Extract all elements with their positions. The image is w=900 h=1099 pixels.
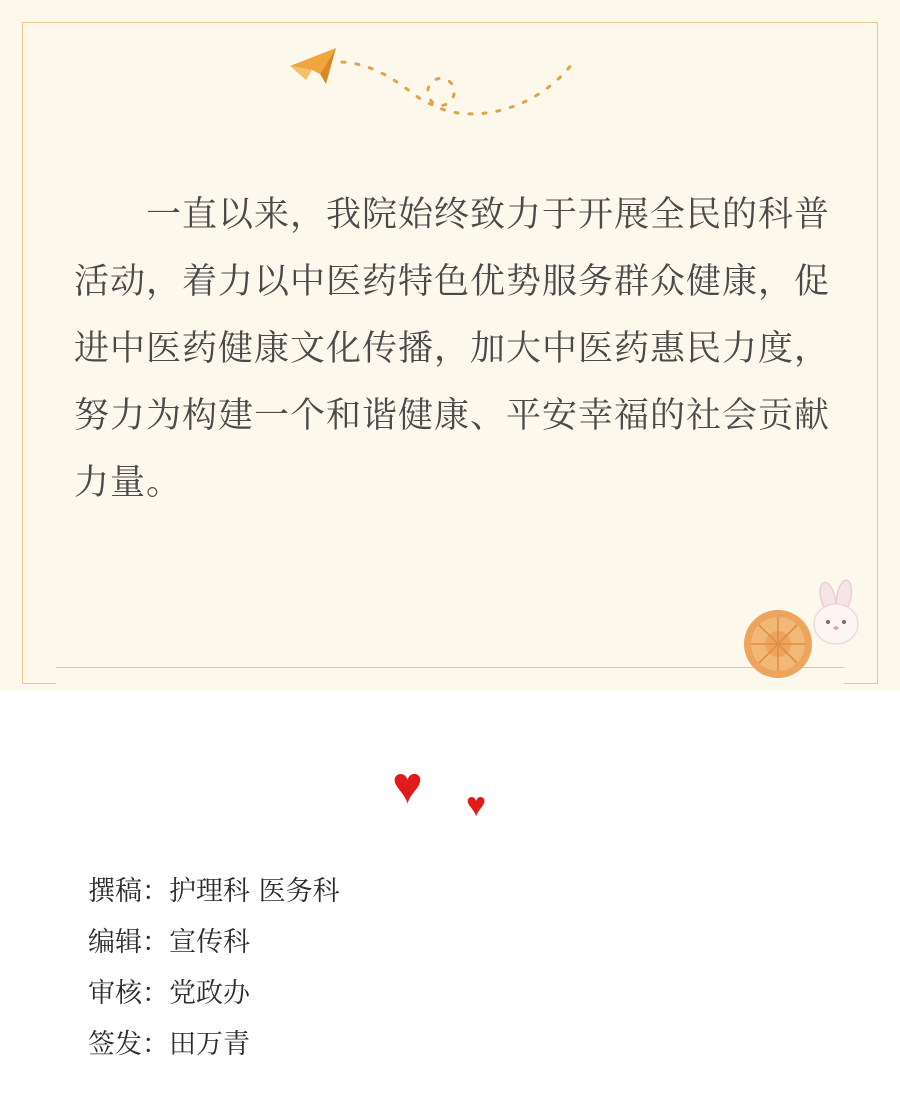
mooncake-icon [744,610,812,678]
credit-line-editor: 编辑：宣传科 [88,927,250,958]
heart-decorations [0,757,900,840]
heart-icon-small: ♥ [466,786,487,824]
frame-corner-notch-left [22,650,56,684]
heart-icon-large: ♥ [392,757,423,815]
credit-line-reviewer: 审核：党政办 [88,978,250,1009]
credits-block [88,866,340,1070]
dotted-curve-decoration [342,62,572,114]
mooncake-rabbit-decoration [732,576,872,686]
rabbit-icon [814,579,858,644]
credit-line-issuer: 签发：田万青 [88,1029,250,1060]
paper-plane-decoration [280,28,620,118]
article-paragraph: 一直以来，我院始终致力于开展全民的科普活动，着力以中医药特色优势服务群众健康，促进中医药健康文化传播，加大中医药惠民力度，努力为构建一个和谐健康、平安幸福的社会贡献力量。 [74,195,831,503]
credit-line-author: 撰稿：护理科 医务科 [88,876,340,907]
paper-plane-icon [290,48,336,84]
